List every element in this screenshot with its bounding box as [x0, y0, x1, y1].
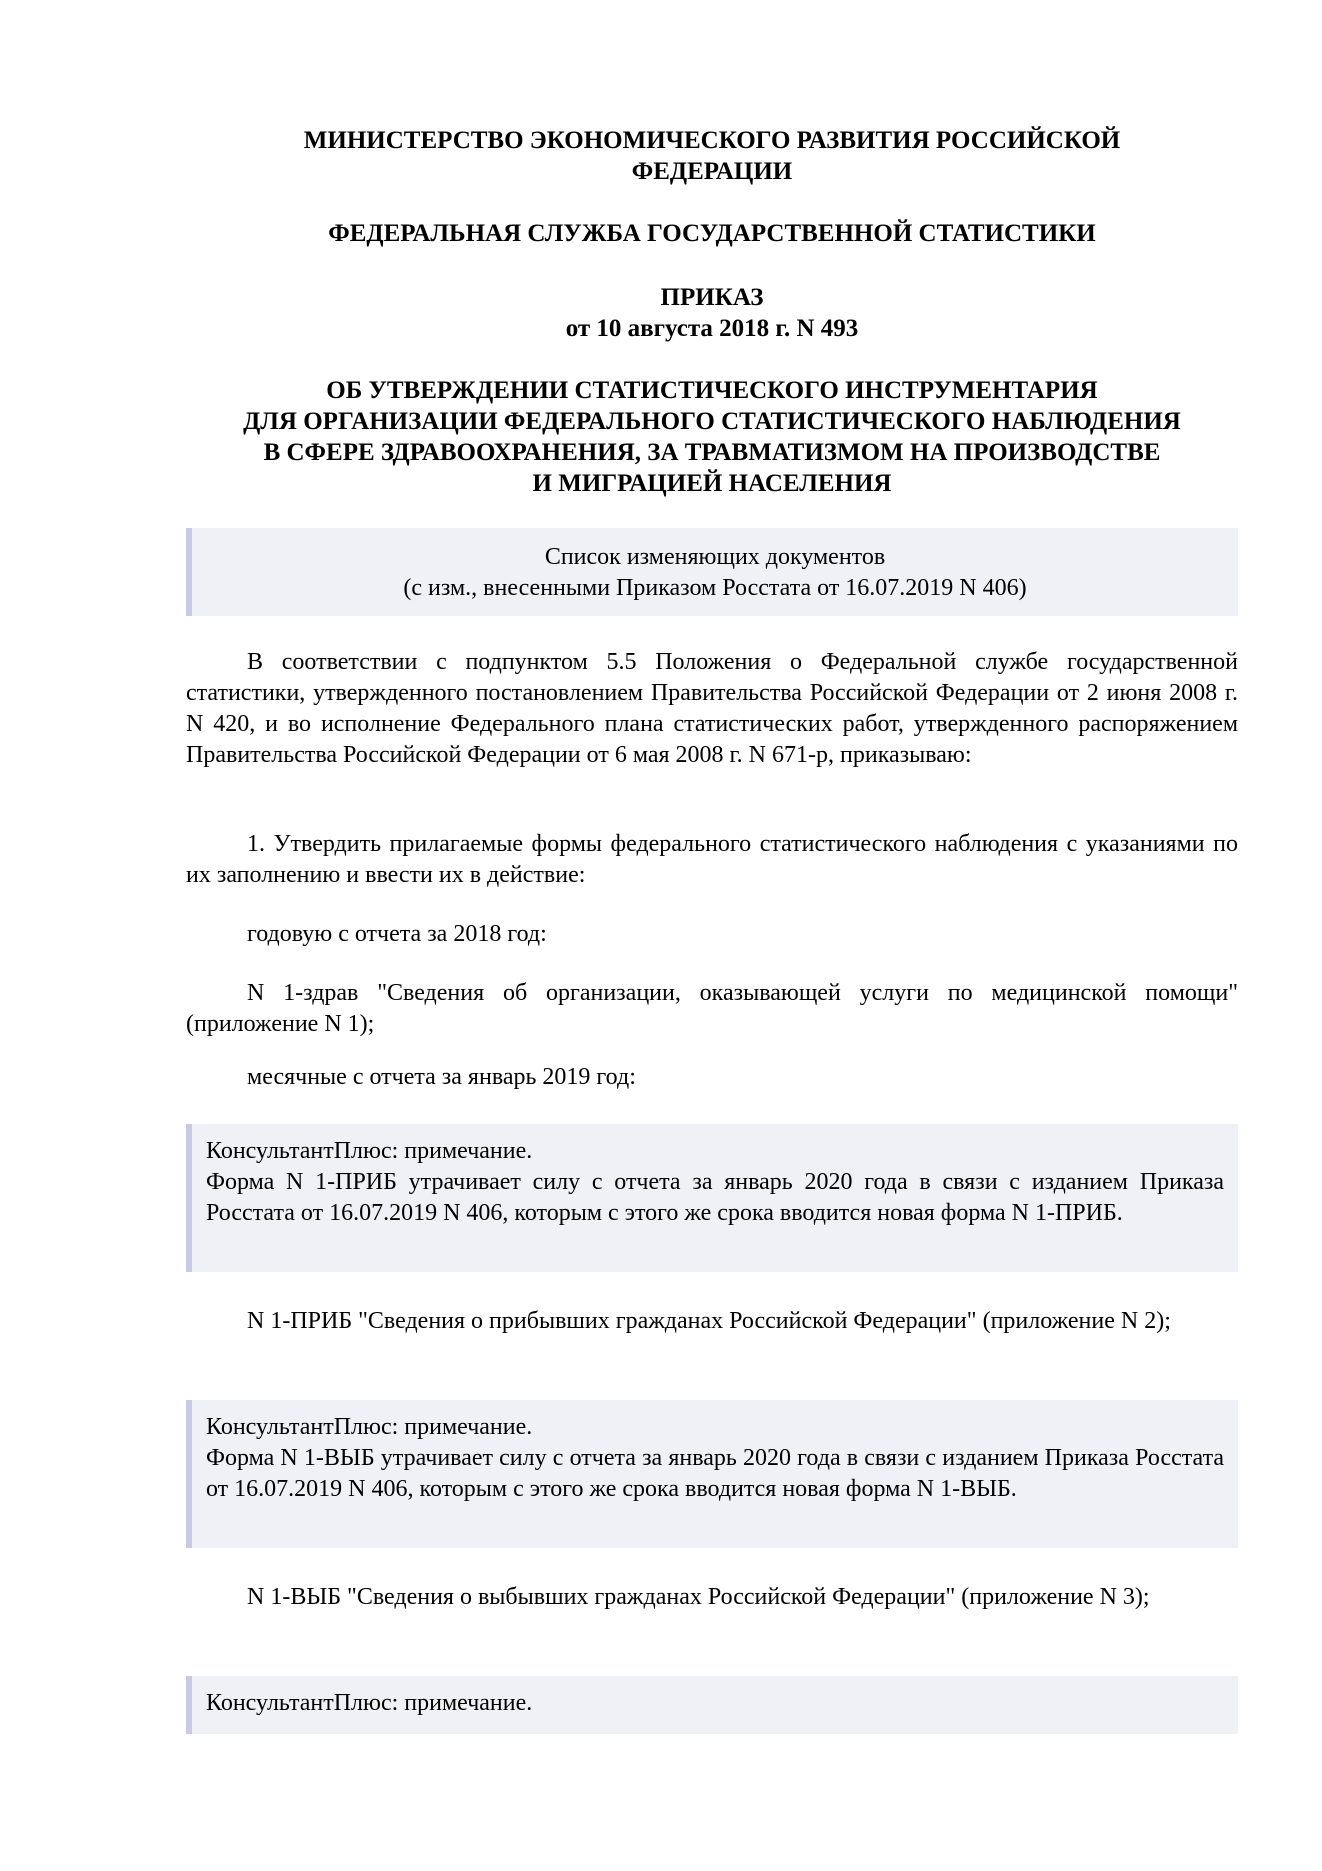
doc-date: от 10 августа 2018 г. N 493	[565, 315, 859, 342]
form-1vyb-paragraph	[186, 1582, 1238, 1613]
document-title	[186, 375, 1238, 499]
monthly-text: месячные с отчета за январь 2019 год:	[247, 1064, 636, 1090]
document-title-line: ОБ УТВЕРЖДЕНИИ СТАТИСТИЧЕСКОГО ИНСТРУМЕНТАРИЯ	[326, 377, 1098, 404]
annual-paragraph	[186, 919, 1238, 950]
annual-text: годовую с отчета за 2018 год:	[247, 921, 547, 947]
service-heading: ФЕДЕРАЛЬНАЯ СЛУЖБА ГОСУДАРСТВЕННОЙ СТАТИСТИКИ	[328, 220, 1096, 247]
item1-text: 1. Утвердить прилагаемые формы федерального статистического наблюдения с указаниями по их заполнению и ввести их в действие:	[186, 831, 1238, 888]
consultant-note-1	[186, 1124, 1238, 1272]
changes-box-title: Список изменяющих документов	[544, 544, 886, 570]
note-text: Форма N 1-ПРИБ утрачивает силу с отчета за январь 2020 года в связи с изданием Приказа Росстата от 16.07.2019 N 406, которым с этого же срока вводится новая форма N 1-ПРИБ.	[206, 1169, 1224, 1226]
form-1zdrav-paragraph	[186, 978, 1238, 1040]
form-1zdrav-text: N 1-здрав "Сведения об организации, оказывающей услуги по медицинской помощи" (приложение N 1);	[186, 980, 1238, 1037]
ministry-heading-line1: МИНИСТЕРСТВО ЭКОНОМИЧЕСКОГО РАЗВИТИЯ РОССИЙСКОЙ	[303, 127, 1121, 154]
doc-type: ПРИКАЗ	[660, 284, 764, 311]
form-1prib-text: N 1-ПРИБ "Сведения о прибывших гражданах Российской Федерации" (приложение N 2);	[247, 1308, 1171, 1334]
order-heading	[186, 282, 1238, 344]
note-heading: КонсультантПлюс: примечание.	[206, 1414, 533, 1440]
item1-paragraph	[186, 829, 1238, 891]
document-title-line: И МИГРАЦИЕЙ НАСЕЛЕНИЯ	[532, 470, 892, 497]
monthly-paragraph	[186, 1062, 1238, 1093]
note-heading: КонсультантПлюс: примечание.	[206, 1690, 533, 1716]
note-text: Форма N 1-ВЫБ утрачивает силу с отчета за январь 2020 года в связи с изданием Приказа Росстата от 16.07.2019 N 406, которым с этого же срока вводится новая форма N 1-ВЫБ.	[206, 1445, 1224, 1502]
ministry-heading-line2: ФЕДЕРАЦИИ	[631, 158, 793, 185]
consultant-note-3	[186, 1676, 1238, 1734]
form-1vyb-text: N 1-ВЫБ "Сведения о выбывших гражданах Российской Федерации" (приложение N 3);	[247, 1584, 1150, 1610]
changes-box	[186, 528, 1238, 616]
changes-box-text: (с изм., внесенными Приказом Росстата от 16.07.2019 N 406)	[403, 575, 1027, 601]
form-1prib-paragraph	[186, 1306, 1238, 1337]
ministry-heading	[186, 125, 1238, 187]
consultant-note-2	[186, 1400, 1238, 1548]
document-title-line: В СФЕРЕ ЗДРАВООХРАНЕНИЯ, ЗА ТРАВМАТИЗМОМ НА ПРОИЗВОДСТВЕ	[263, 439, 1161, 466]
intro-text: В соответствии с подпунктом 5.5 Положения о Федеральной службе государственной статистики, утвержденного постановлением Правительства Российской Федерации от 2 июня 2008 г. N 420, и во исполнение Федерального плана статистических работ, утвержденного распоряжением Правительства Российской Федерации от 6 мая 2008 г. N 671-р, приказываю:	[186, 649, 1238, 768]
note-heading: КонсультантПлюс: примечание.	[206, 1138, 533, 1164]
document-title-line: ДЛЯ ОРГАНИЗАЦИИ ФЕДЕРАЛЬНОГО СТАТИСТИЧЕСКОГО НАБЛЮДЕНИЯ	[243, 408, 1181, 435]
intro-paragraph	[186, 647, 1238, 771]
